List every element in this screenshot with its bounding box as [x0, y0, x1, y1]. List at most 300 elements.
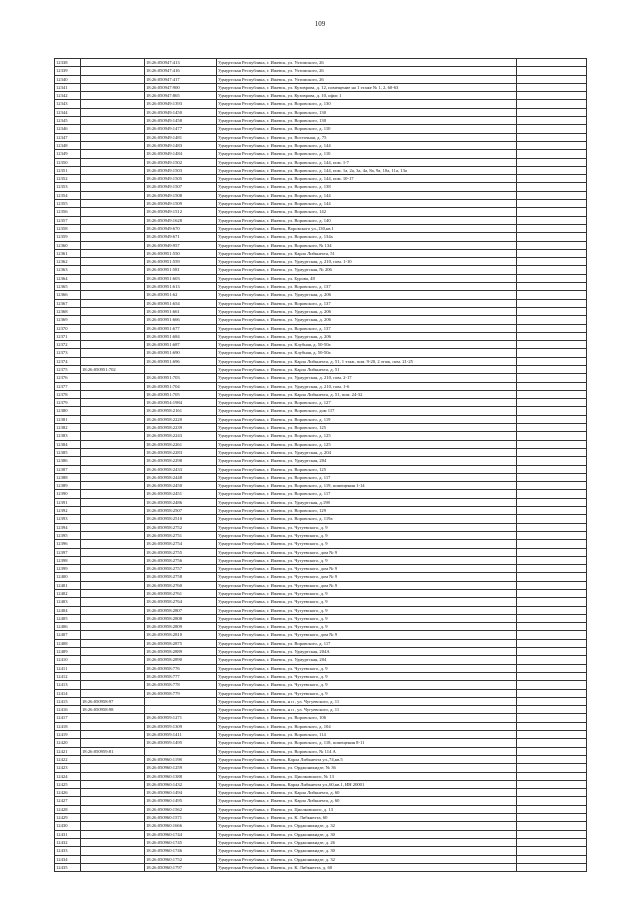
address-cell: Удмуртская Республика, г. Ижевск, ул. Воровского, д. 110 — [217, 150, 517, 158]
cadastral-number-cell: 18:26:050947:865 — [145, 92, 217, 100]
empty-cell — [517, 158, 587, 166]
cadastral-number-cell: 18:26:050949:957 — [145, 241, 217, 249]
previous-number-cell — [81, 233, 145, 241]
cadastral-number-cell: 18:26:050951:703 — [145, 374, 217, 382]
table-row — [55, 822, 587, 830]
empty-cell — [517, 814, 587, 822]
previous-number-cell — [81, 772, 145, 780]
previous-number-cell — [81, 681, 145, 689]
previous-number-cell — [81, 67, 145, 75]
table-row — [55, 448, 587, 456]
table-row — [55, 283, 587, 291]
table-row — [55, 606, 587, 614]
cadastral-number-cell: 18:26:050951:559 — [145, 258, 217, 266]
table-row — [55, 830, 587, 838]
table-row — [55, 531, 587, 539]
address-cell: Удмуртская Республика, г. Ижевск, ул. Воровского, дом 117 — [217, 407, 517, 415]
empty-cell — [517, 191, 587, 199]
cadastral-number-cell: 18:26:050949:1512 — [145, 208, 217, 216]
table-row — [55, 747, 587, 755]
cadastral-number-cell: 18:26:050958:2450 — [145, 482, 217, 490]
address-cell: Удмуртская Республика, г. Ижевск, ул. Воровского, д. 119а — [217, 515, 517, 523]
address-cell: Удмуртская Республика, г. Ижевск, ул. Орджоникидзе, д. 30 — [217, 847, 517, 855]
address-cell: Удмуртская Республика, г. Ижевск, ул. Воровского, 125 — [217, 424, 517, 432]
row-number-cell: 12411 — [55, 664, 81, 672]
table-row — [55, 407, 587, 415]
cadastral-number-cell: 18:26:050960:1259 — [145, 764, 217, 772]
row-number-cell: 12357 — [55, 216, 81, 224]
cadastral-number-cell: 18:26:050960:1495 — [145, 797, 217, 805]
previous-number-cell — [81, 191, 145, 199]
row-number-cell: 12378 — [55, 390, 81, 398]
previous-number-cell — [81, 92, 145, 100]
previous-number-cell — [81, 623, 145, 631]
address-cell: Удмуртская Республика, г. Ижевск, ул. Воровского, д. 125 — [217, 432, 517, 440]
cadastral-number-cell: 18:26:050958:2875 — [145, 639, 217, 647]
table-row — [55, 440, 587, 448]
table-row — [55, 133, 587, 141]
empty-cell — [517, 490, 587, 498]
cadastral-number-cell: 18:26:050958:2755 — [145, 548, 217, 556]
table-row — [55, 614, 587, 622]
cadastral-number-cell: 18:26:050960:1666 — [145, 822, 217, 830]
empty-cell — [517, 515, 587, 523]
table-row — [55, 67, 587, 75]
previous-number-cell — [81, 200, 145, 208]
table-row — [55, 224, 587, 232]
address-cell: Удмуртская Республика, г. Ижевск, ул. Орджоникидзе, д. 30 — [217, 830, 517, 838]
previous-number-cell — [81, 83, 145, 91]
empty-cell — [517, 100, 587, 108]
address-cell: Удмуртская Республика, г. Ижевск, ул. Чугуевского, дом № 9 — [217, 548, 517, 556]
empty-cell — [517, 117, 587, 125]
address-cell: Удмуртская Республика, г. Ижевск, ул. Карла Либкнехта, д. 60 — [217, 789, 517, 797]
previous-number-cell — [81, 382, 145, 390]
table-row — [55, 117, 587, 125]
previous-number-cell — [81, 316, 145, 324]
cadastral-number-cell: 18:26:050958:2761 — [145, 590, 217, 598]
cadastral-number-cell: 18:26:050947:417 — [145, 75, 217, 83]
row-number-cell: 12394 — [55, 523, 81, 531]
empty-cell — [517, 92, 587, 100]
address-cell: Удмуртская Республика, г. Ижевск, ул. Ухтомского, 26 — [217, 59, 517, 67]
empty-cell — [517, 399, 587, 407]
table-row — [55, 374, 587, 382]
cadastral-number-cell: 18:26:050947:416 — [145, 67, 217, 75]
table-row — [55, 266, 587, 274]
address-cell: Удмуртская Республика, г. Ижевск, ул. Удмуртская, д. 206 — [217, 332, 517, 340]
table-row — [55, 590, 587, 598]
cadastral-number-cell: 18:26:050958:2161 — [145, 407, 217, 415]
previous-number-cell — [81, 565, 145, 573]
table-row — [55, 108, 587, 116]
address-cell: Удмуртская Республика, г. Ижевск, ул. Воровского, 125 — [217, 465, 517, 473]
row-number-cell: 12380 — [55, 407, 81, 415]
table-row — [55, 764, 587, 772]
table-row — [55, 672, 587, 680]
row-number-cell: 12405 — [55, 614, 81, 622]
empty-cell — [517, 838, 587, 846]
row-number-cell: 12430 — [55, 822, 81, 830]
row-number-cell: 12345 — [55, 117, 81, 125]
cadastral-number-cell — [145, 706, 217, 714]
table-row — [55, 639, 587, 647]
address-cell: Удмуртская Республика, г. Ижевск, ул. Орджоникидзе, д. 26 — [217, 838, 517, 846]
cadastral-number-cell: 18:26:050960:1752 — [145, 855, 217, 863]
address-cell: Удмуртская Республика, г. Ижевск, ул. Воровского, д. 130 — [217, 100, 517, 108]
address-cell: Удмуртская Республика, г. Ижевск, ул. Воровского, д. 125 — [217, 440, 517, 448]
row-number-cell: 12429 — [55, 814, 81, 822]
previous-number-cell — [81, 208, 145, 216]
previous-number-cell — [81, 556, 145, 564]
table-row — [55, 515, 587, 523]
address-cell: Удмуртская Республика, г. Ижевск, ул. Чугуевского, д. 9 — [217, 689, 517, 697]
cadastral-number-cell: 18:26:050947:900 — [145, 83, 217, 91]
table-row — [55, 92, 587, 100]
table-row — [55, 797, 587, 805]
cadastral-number-cell: 18:26:050958:2298 — [145, 457, 217, 465]
cadastral-number-cell: 18:26:050949:1507 — [145, 183, 217, 191]
previous-number-cell: 18:26:050959:81 — [81, 747, 145, 755]
empty-cell — [517, 224, 587, 232]
cadastral-number-cell: 18:26:050947:413 — [145, 59, 217, 67]
table-row — [55, 689, 587, 697]
address-cell: Удмуртская Республика, г. Ижевск, ул. Воровского, № 114 А — [217, 747, 517, 755]
row-number-cell: 12370 — [55, 324, 81, 332]
address-cell: Удмуртская Республика, г. Ижевск, ул. Карла Либкнехта, 51 — [217, 249, 517, 257]
address-cell: Удмуртская Республика, г. Ижевск, Карла Либкнехта ул.,60,кв.1, ИН 20001 — [217, 780, 517, 788]
previous-number-cell — [81, 108, 145, 116]
address-cell: Удмуртская Республика, г. Ижевск, ул. Орджоникидзе, д. 32 — [217, 855, 517, 863]
table-row — [55, 540, 587, 548]
address-cell: Удмуртская Республика, г. Ижевск, ул. Удмуртская, 204 — [217, 457, 517, 465]
previous-number-cell — [81, 664, 145, 672]
address-cell: Удмуртская Республика, г. Ижевск, ул. Орджоникидзе, д. 32 — [217, 822, 517, 830]
empty-cell — [517, 855, 587, 863]
table-row — [55, 100, 587, 108]
row-number-cell: 12397 — [55, 548, 81, 556]
cadastral-number-cell: 18:26:050951:62 — [145, 291, 217, 299]
row-number-cell: 12375 — [55, 365, 81, 373]
cadastral-number-cell: 18:26:050958:2510 — [145, 515, 217, 523]
previous-number-cell — [81, 731, 145, 739]
row-number-cell: 12358 — [55, 224, 81, 232]
table-row — [55, 656, 587, 664]
address-cell: Удмуртская Республика, г. Ижевск, ул. Воровского, д. 118, помещения 8-11 — [217, 739, 517, 747]
row-number-cell: 12391 — [55, 498, 81, 506]
row-number-cell: 12371 — [55, 332, 81, 340]
address-cell: Удмуртская Республика, г. Ижевск, н п , ул. Чугуевского, д. 11 — [217, 706, 517, 714]
previous-number-cell — [81, 341, 145, 349]
cadastral-number-cell: 18:26:050949:1509 — [145, 200, 217, 208]
table-row — [55, 631, 587, 639]
row-number-cell: 12409 — [55, 648, 81, 656]
address-cell: Удмуртская Республика, г. Ижевск, ул. Карла Либкнехта, д. 51 — [217, 365, 517, 373]
cadastral-number-cell: 18:26:050960:1746 — [145, 847, 217, 855]
empty-cell — [517, 706, 587, 714]
empty-cell — [517, 274, 587, 282]
row-number-cell: 12360 — [55, 241, 81, 249]
row-number-cell: 12385 — [55, 448, 81, 456]
previous-number-cell — [81, 614, 145, 622]
row-number-cell: 12425 — [55, 780, 81, 788]
table-row — [55, 390, 587, 398]
empty-cell — [517, 523, 587, 531]
previous-number-cell — [81, 581, 145, 589]
previous-number-cell — [81, 183, 145, 191]
empty-cell — [517, 731, 587, 739]
previous-number-cell — [81, 764, 145, 772]
previous-number-cell — [81, 531, 145, 539]
empty-cell — [517, 448, 587, 456]
empty-cell — [517, 382, 587, 390]
address-cell: Удмуртская Республика, г. Ижевск, ул. Удмуртская, 204 — [217, 656, 517, 664]
previous-number-cell — [81, 473, 145, 481]
table-row — [55, 855, 587, 863]
row-number-cell: 12387 — [55, 465, 81, 473]
address-cell: Удмуртская Республика, г. Ижевск, ул. Клубная, д. 50-50а — [217, 349, 517, 357]
row-number-cell: 12363 — [55, 266, 81, 274]
cadastral-number-cell: 18:26:050958:2261 — [145, 440, 217, 448]
previous-number-cell — [81, 291, 145, 299]
row-number-cell: 12383 — [55, 432, 81, 440]
row-number-cell: 12428 — [55, 805, 81, 813]
empty-cell — [517, 316, 587, 324]
empty-cell — [517, 299, 587, 307]
table-row — [55, 714, 587, 722]
row-number-cell: 12414 — [55, 689, 81, 697]
row-number-cell: 12399 — [55, 565, 81, 573]
table-row — [55, 623, 587, 631]
row-number-cell: 12350 — [55, 158, 81, 166]
row-number-cell: 12392 — [55, 507, 81, 515]
address-cell: Удмуртская Республика, г. Ижевск, Воровского ул.,130,кв.1 — [217, 224, 517, 232]
table-row — [55, 805, 587, 813]
cadastral-number-cell: 18:26:050958:2757 — [145, 565, 217, 573]
cadastral-number-cell: 18:26:050949:1450 — [145, 108, 217, 116]
empty-cell — [517, 357, 587, 365]
row-number-cell: 12434 — [55, 855, 81, 863]
address-cell: Удмуртская Республика, г. Ижевск, ул. Воровского, д. 104 — [217, 722, 517, 730]
cadastral-number-cell: 18:26:050951:654 — [145, 299, 217, 307]
table-row — [55, 490, 587, 498]
previous-number-cell — [81, 440, 145, 448]
row-number-cell: 12420 — [55, 739, 81, 747]
previous-number-cell — [81, 590, 145, 598]
address-cell: Удмуртская Республика, г. Ижевск, ул. Удмуртская, д. 206 — [217, 307, 517, 315]
row-number-cell: 12347 — [55, 133, 81, 141]
row-number-cell: 12355 — [55, 200, 81, 208]
cadastral-number-cell: 18:26:050951:677 — [145, 324, 217, 332]
cadastral-number-cell: 18:26:050949:1484 — [145, 150, 217, 158]
empty-cell — [517, 125, 587, 133]
address-cell: Удмуртская Республика, г. Ижевск, ул. Карла Либкнехта, д. 51, пом. 24-32 — [217, 390, 517, 398]
row-number-cell: 12343 — [55, 100, 81, 108]
cadastral-number-cell: 18:26:050951:705 — [145, 390, 217, 398]
previous-number-cell — [81, 814, 145, 822]
previous-number-cell — [81, 407, 145, 415]
row-number-cell: 12351 — [55, 166, 81, 174]
address-cell: Удмуртская Республика, г. Ижевск, ул. Воровского, 130 — [217, 117, 517, 125]
empty-cell — [517, 407, 587, 415]
cadastral-number-cell: 18:26:050958:2433 — [145, 465, 217, 473]
table-row — [55, 648, 587, 656]
table-row — [55, 498, 587, 506]
table-row — [55, 863, 587, 871]
table-row — [55, 191, 587, 199]
previous-number-cell — [81, 830, 145, 838]
table-row — [55, 341, 587, 349]
address-cell: Удмуртская Республика, г. Ижевск, ул. Карла Либкнехта, д. 51, 1 этаж, пом. 9-20, 2 этаж, пом. 21-25 — [217, 357, 517, 365]
table-row — [55, 523, 587, 531]
cadastral-number-cell: 18:26:050951:581 — [145, 266, 217, 274]
table-row — [55, 233, 587, 241]
row-number-cell: 12421 — [55, 747, 81, 755]
empty-cell — [517, 797, 587, 805]
table-row — [55, 299, 587, 307]
row-number-cell: 12400 — [55, 573, 81, 581]
cadastral-number-cell: 18:26:050958:2448 — [145, 473, 217, 481]
address-cell: Удмуртская Республика, г. Ижевск, ул. Воровского, д. 117 — [217, 490, 517, 498]
address-cell: Удмуртская Республика, г. Ижевск, ул. Орджоникидзе, № 36 — [217, 764, 517, 772]
previous-number-cell: 18:26:050958:97 — [81, 697, 145, 705]
previous-number-cell — [81, 390, 145, 398]
previous-number-cell — [81, 216, 145, 224]
cadastral-number-cell: 18:26:050958:779 — [145, 689, 217, 697]
empty-cell — [517, 332, 587, 340]
row-number-cell: 12377 — [55, 382, 81, 390]
empty-cell — [517, 175, 587, 183]
cadastral-number-cell: 18:26:050958:776 — [145, 664, 217, 672]
page-number: 109 — [314, 20, 326, 28]
cadastral-number-cell: 18:26:050949:1503 — [145, 166, 217, 174]
address-cell: Удмуртская Республика, г. Ижевск, ул. Кузоврова, д. 10, офис 1 — [217, 92, 517, 100]
row-number-cell: 12431 — [55, 830, 81, 838]
empty-cell — [517, 75, 587, 83]
empty-cell — [517, 581, 587, 589]
cadastral-number-cell: 18:26:050960:1571 — [145, 814, 217, 822]
cadastral-number-cell: 18:26:050949:1458 — [145, 117, 217, 125]
empty-cell — [517, 415, 587, 423]
empty-cell — [517, 216, 587, 224]
row-number-cell: 12340 — [55, 75, 81, 83]
empty-cell — [517, 540, 587, 548]
cadastral-number-cell: 18:26:050951:661 — [145, 307, 217, 315]
cadastral-number-cell: 18:26:050960:1494 — [145, 789, 217, 797]
previous-number-cell — [81, 631, 145, 639]
empty-cell — [517, 67, 587, 75]
row-number-cell: 12367 — [55, 299, 81, 307]
empty-cell — [517, 573, 587, 581]
empty-cell — [517, 772, 587, 780]
empty-cell — [517, 656, 587, 664]
address-cell: Удмуртская Республика, г. Ижевск, ул. Удмуртская, 204А — [217, 648, 517, 656]
previous-number-cell — [81, 158, 145, 166]
empty-cell — [517, 714, 587, 722]
previous-number-cell: 18:26:050951:702 — [81, 365, 145, 373]
previous-number-cell — [81, 780, 145, 788]
address-cell: Удмуртская Республика, г. Ижевск, ул. Воровского, 114 — [217, 731, 517, 739]
address-cell: Удмуртская Республика, г. Ижевск, ул. Воровского, д. 144 — [217, 191, 517, 199]
address-cell: Удмуртская Республика, г. Ижевск, ул. Клубная, д. 50-50а — [217, 341, 517, 349]
row-number-cell: 12433 — [55, 847, 81, 855]
cadastral-number-cell: 18:26:050958:2754 — [145, 540, 217, 548]
empty-cell — [517, 747, 587, 755]
address-cell: Удмуртская Республика, г. Ижевск, ул. Воровского, д. 144 — [217, 141, 517, 149]
address-cell: Удмуртская Республика, г. Ижевск, Карла Либкнехта ул.,74,кв.5 — [217, 755, 517, 763]
row-number-cell: 12398 — [55, 556, 81, 564]
cadastral-number-cell: 18:26:050959:1271 — [145, 714, 217, 722]
previous-number-cell — [81, 805, 145, 813]
address-cell: Удмуртская Республика, г. Ижевск, ул. Воровского, д. 127 — [217, 399, 517, 407]
table-row — [55, 365, 587, 373]
previous-number-cell — [81, 689, 145, 697]
empty-cell — [517, 507, 587, 515]
previous-number-cell — [81, 797, 145, 805]
empty-cell — [517, 822, 587, 830]
row-number-cell: 12374 — [55, 357, 81, 365]
table-row — [55, 208, 587, 216]
cadastral-number-cell: 18:26:050958:2220 — [145, 415, 217, 423]
cadastral-number-cell: 18:26:050958:777 — [145, 672, 217, 680]
empty-cell — [517, 697, 587, 705]
empty-cell — [517, 606, 587, 614]
previous-number-cell — [81, 648, 145, 656]
row-number-cell: 12359 — [55, 233, 81, 241]
previous-number-cell — [81, 424, 145, 432]
cadastral-number-cell: 18:26:050958:2756 — [145, 556, 217, 564]
row-number-cell: 12349 — [55, 150, 81, 158]
cadastral-number-cell: 18:26:050951:550 — [145, 249, 217, 257]
previous-number-cell — [81, 672, 145, 680]
empty-cell — [517, 631, 587, 639]
empty-cell — [517, 789, 587, 797]
cadastral-number-cell: 18:26:050949:1508 — [145, 191, 217, 199]
address-cell: Удмуртская Республика, г. Ижевск, ул. Чугуевского, дом № 9 — [217, 631, 517, 639]
row-number-cell: 12408 — [55, 639, 81, 647]
row-number-cell: 12424 — [55, 772, 81, 780]
table-row — [55, 382, 587, 390]
empty-cell — [517, 473, 587, 481]
cadastral-number-cell: 18:26:050960:1744 — [145, 830, 217, 838]
empty-cell — [517, 805, 587, 813]
empty-cell — [517, 258, 587, 266]
previous-number-cell — [81, 175, 145, 183]
address-cell: Удмуртская Республика, г. Ижевск, ул. Чугуевского, д. 9 — [217, 606, 517, 614]
empty-cell — [517, 565, 587, 573]
row-number-cell: 12354 — [55, 191, 81, 199]
empty-cell — [517, 390, 587, 398]
address-cell: Удмуртская Республика, г. Ижевск, ул. К. Либкнехта, 60 — [217, 814, 517, 822]
empty-cell — [517, 722, 587, 730]
empty-cell — [517, 108, 587, 116]
address-cell: Удмуртская Республика, г. Ижевск, ул. Восточная, д. 75 — [217, 133, 517, 141]
empty-cell — [517, 457, 587, 465]
row-number-cell: 12401 — [55, 581, 81, 589]
table-row — [55, 59, 587, 67]
empty-cell — [517, 59, 587, 67]
address-cell: Удмуртская Республика, г. Ижевск, ул. Воровского, д. 119 — [217, 415, 517, 423]
row-number-cell: 12407 — [55, 631, 81, 639]
empty-cell — [517, 739, 587, 747]
empty-cell — [517, 764, 587, 772]
empty-cell — [517, 341, 587, 349]
row-number-cell: 12341 — [55, 83, 81, 91]
cadastral-number-cell: 18:26:050958:2809 — [145, 623, 217, 631]
address-cell: Удмуртская Республика, г. Ижевск, ул. Воровского, д. 138 — [217, 183, 517, 191]
previous-number-cell — [81, 755, 145, 763]
empty-cell — [517, 241, 587, 249]
